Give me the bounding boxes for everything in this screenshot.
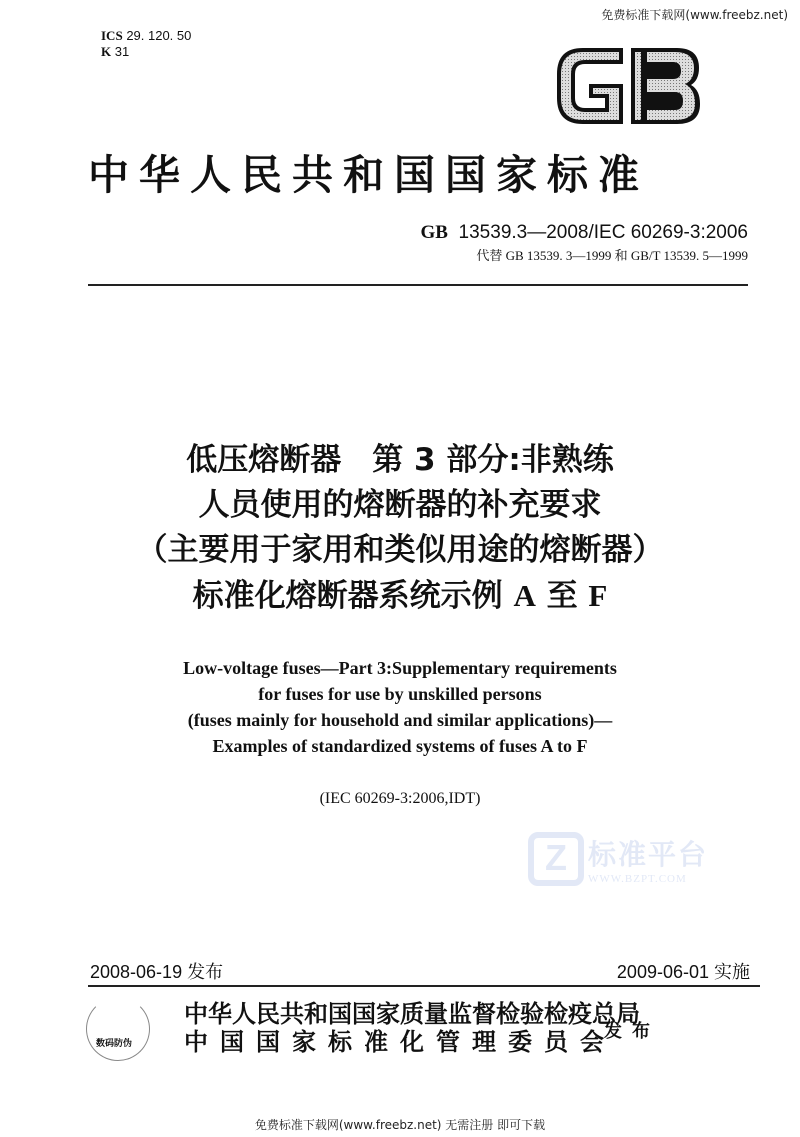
replaces-note: 代替 GB 13539. 3—1999 和 GB/T 13539. 5—1999 — [476, 248, 748, 263]
ccs-value: 31 — [114, 44, 130, 59]
national-standard-title: 中华人民共和国国家标准 — [88, 151, 649, 199]
english-title-line-2: for fuses for use by unskilled persons — [258, 684, 542, 704]
classification-codes — [101, 28, 191, 60]
range-to: 至 — [535, 578, 589, 614]
publish-label: 发布 — [604, 1021, 660, 1042]
standard-prefix: GB — [420, 222, 448, 243]
ics-code — [101, 28, 191, 44]
english-title-line-4: Examples of standardized systems of fuses A to F — [212, 736, 588, 756]
english-title — [0, 655, 800, 759]
watermark-text — [588, 833, 708, 885]
site-banner: 免费标准下载网(www.freebz.net) — [601, 8, 788, 22]
anti-counterfeit-seal-icon — [86, 997, 150, 1061]
equivalence-note: (IEC 60269-3:2006,IDT) — [319, 790, 481, 807]
gb-logo-icon — [553, 44, 703, 128]
footer-divider — [88, 985, 760, 987]
watermark-name: 标准平台 — [588, 838, 709, 871]
system-f: F — [588, 578, 608, 613]
effective-date: 2009-06-01 实施 — [616, 962, 750, 982]
standard-number — [421, 222, 748, 244]
footer-banner: 免费标准下载网(www.freebz.net) 无需注册 即可下载 — [254, 1118, 546, 1132]
seal-text: 数码防伪 — [96, 1039, 133, 1049]
chinese-title-line-4-text: 标准化熔断器系统示例 — [192, 578, 514, 614]
issue-date: 2008-06-19 发布 — [90, 962, 224, 982]
english-title-line-1: Low-voltage fuses—Part 3:Supplementary requirements — [183, 658, 617, 678]
header-divider — [88, 284, 748, 286]
standard-number-block — [421, 222, 748, 264]
ccs-label: K — [101, 44, 112, 59]
watermark-logo-icon: Z — [528, 832, 584, 886]
chinese-title-line-4 — [0, 573, 800, 619]
ics-value: 29. 120. 50 — [126, 28, 192, 43]
ccs-code — [101, 44, 191, 60]
standard-number-value: 13539.3—2008/IEC 60269-3:2006 — [458, 222, 748, 243]
publishers — [184, 1000, 640, 1056]
ics-label: ICS — [101, 28, 123, 43]
watermark — [528, 832, 708, 886]
chinese-title-line-1: 低压熔断器 第 3 部分:非熟练 — [186, 442, 614, 478]
publisher-sac: 中国国家标准化管理委员会 — [184, 1027, 616, 1056]
watermark-url: WWW.BZPT.COM — [588, 873, 687, 885]
chinese-title — [0, 438, 800, 619]
chinese-title-line-2: 人员使用的熔断器的补充要求 — [198, 487, 602, 523]
publisher-aqsiq: 中华人民共和国国家质量监督检验检疫总局 — [184, 999, 640, 1028]
english-title-line-3: (fuses mainly for household and similar applications)— — [187, 710, 613, 730]
chinese-title-line-3: （主要用于家用和类似用途的熔断器） — [136, 532, 664, 568]
system-a: A — [513, 578, 536, 613]
